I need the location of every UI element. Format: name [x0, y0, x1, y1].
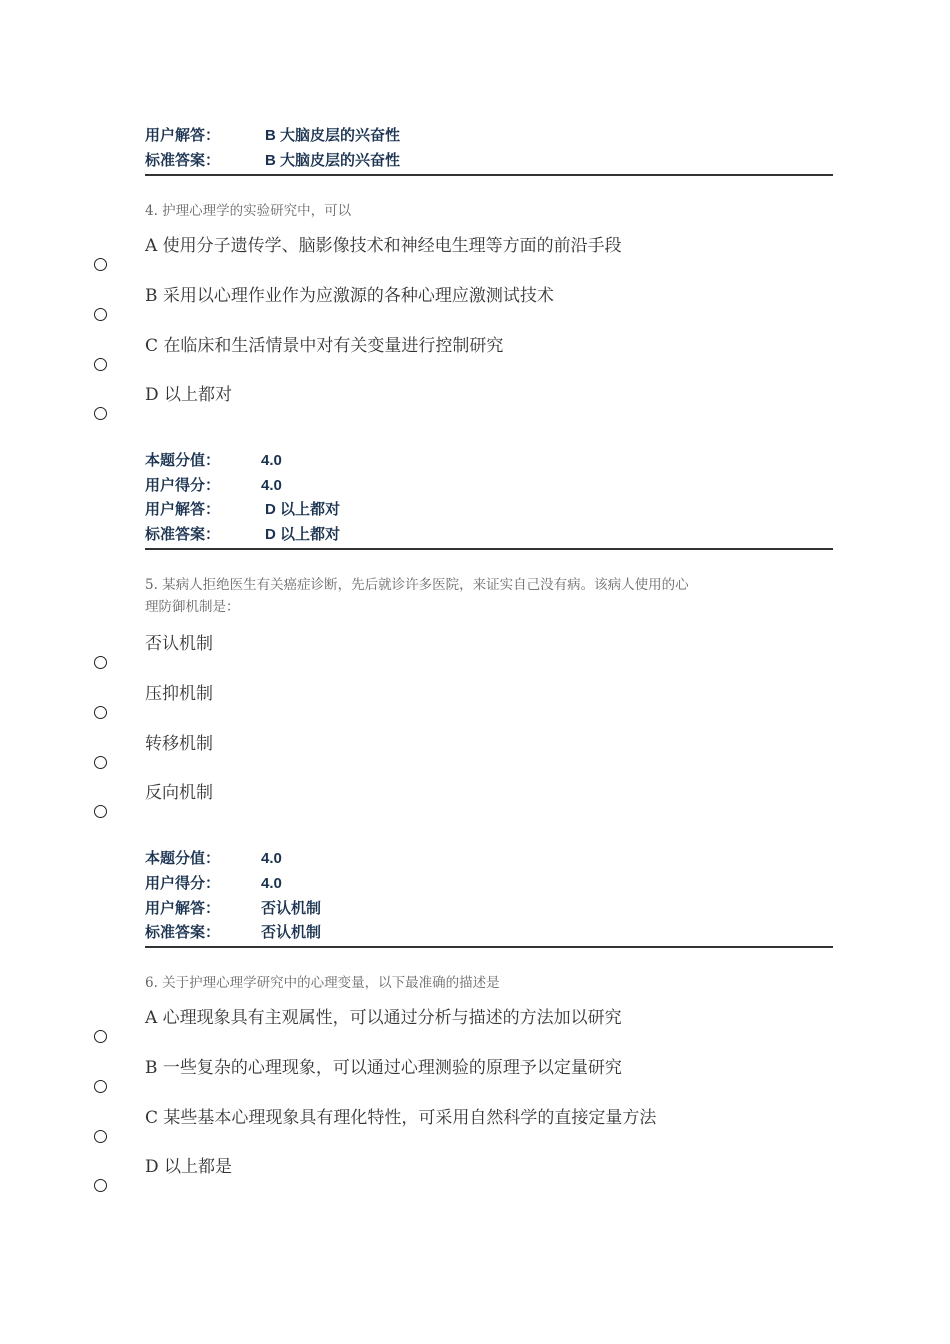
q4-question-text: 4. 护理心理学的实验研究中，可以 [145, 203, 352, 219]
q4-user-score-label: 用户得分： [145, 477, 221, 494]
q5-option-b-radio[interactable] [94, 706, 107, 719]
q4-user-score: 4.0 [261, 477, 282, 494]
q5-standard-answer: 否认机制 [261, 924, 322, 941]
q5-score-label: 本题分值： [145, 850, 221, 867]
q6-option-a-radio[interactable] [94, 1030, 107, 1043]
q5-user-score-label: 用户得分： [145, 875, 221, 892]
q5-option-a-label: 否认机制 [145, 634, 213, 654]
q5-option-c-radio[interactable] [94, 756, 107, 769]
q5-user-score: 4.0 [261, 875, 282, 892]
q6-option-a-label: A 心理现象具有主观属性，可以通过分析与描述的方法加以研究 [145, 1008, 622, 1028]
q4-option-d-label: D 以上都对 [145, 385, 233, 405]
q3-standard-answer: B 大脑皮层的兴奋性 [265, 152, 401, 169]
q4-user-answer-label: 用户解答： [145, 501, 221, 518]
q4-score: 4.0 [261, 452, 282, 469]
q5-standard-answer-label: 标准答案： [145, 924, 221, 941]
q5-user-answer-label: 用户解答： [145, 900, 221, 917]
q6-option-b-radio[interactable] [94, 1080, 107, 1093]
divider [145, 548, 833, 550]
q4-option-b-radio[interactable] [94, 308, 107, 321]
q4-option-d-radio[interactable] [94, 407, 107, 420]
q6-option-d-radio[interactable] [94, 1179, 107, 1192]
q6-option-c-radio[interactable] [94, 1130, 107, 1143]
q4-score-label: 本题分值： [145, 452, 221, 469]
q3-standard-answer-label: 标准答案： [145, 152, 221, 169]
q6-question-text: 6. 关于护理心理学研究中的心理变量，以下最准确的描述是 [145, 975, 500, 991]
q4-standard-answer-label: 标准答案： [145, 526, 221, 543]
q5-option-b-label: 压抑机制 [145, 684, 213, 704]
q5-score: 4.0 [261, 850, 282, 867]
q4-option-b-label: B 采用以心理作业作为应激源的各种心理应激测试技术 [145, 286, 554, 306]
q4-option-a-label: A 使用分子遗传学、脑影像技术和神经电生理等方面的前沿手段 [145, 236, 622, 256]
q6-option-d-label: D 以上都是 [145, 1157, 233, 1177]
q5-user-answer: 否认机制 [261, 900, 322, 917]
q5-option-c-label: 转移机制 [145, 734, 213, 754]
divider [145, 946, 833, 948]
q4-standard-answer: D 以上都对 [265, 526, 341, 543]
q5-option-a-radio[interactable] [94, 656, 107, 669]
q6-option-b-label: B 一些复杂的心理现象，可以通过心理测验的原理予以定量研究 [145, 1058, 622, 1078]
q5-question-line-1: 5. 某病人拒绝医生有关癌症诊断，先后就诊许多医院，来证实自己没有病。该病人使用的心 [145, 577, 689, 593]
q3-user-answer: B 大脑皮层的兴奋性 [265, 127, 401, 144]
q6-option-c-label: C 某些基本心理现象具有理化特性，可采用自然科学的直接定量方法 [145, 1108, 657, 1128]
q4-user-answer: D 以上都对 [265, 501, 341, 518]
q5-option-d-label: 反向机制 [145, 783, 213, 803]
q3-user-answer-label: 用户解答： [145, 127, 221, 144]
q4-option-a-radio[interactable] [94, 258, 107, 271]
q5-option-d-radio[interactable] [94, 805, 107, 818]
divider [145, 174, 833, 176]
q4-option-c-label: C 在临床和生活情景中对有关变量进行控制研究 [145, 336, 504, 356]
q5-question-text [145, 574, 825, 618]
q4-option-c-radio[interactable] [94, 358, 107, 371]
q5-question-line-2: 理防御机制是： [145, 599, 240, 615]
